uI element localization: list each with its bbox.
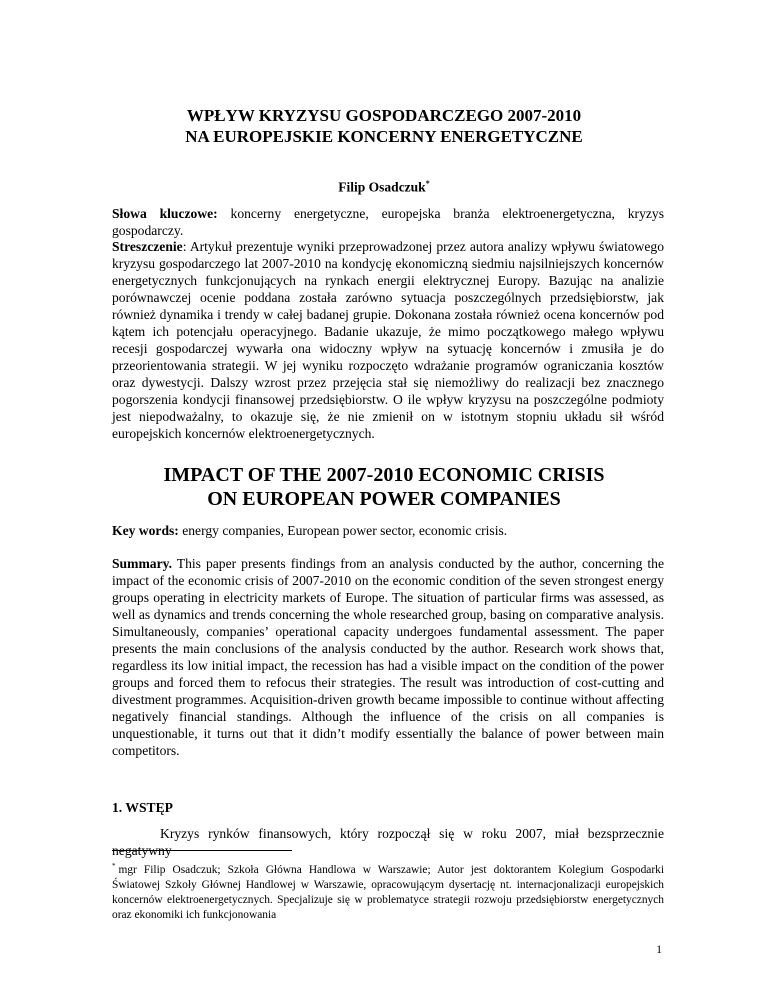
abstract-polish-label: Streszczenie: [112, 239, 183, 254]
intro-paragraph: Kryzys rynków finansowych, który rozpoczął się w roku 2007, miał bezsprzecznie negatywny: [112, 826, 664, 858]
keywords-english-text: energy companies, European power sector, economic crisis.: [178, 523, 508, 538]
title-polish-line1: WPŁYW KRYZYSU GOSPODARCZEGO 2007-2010: [186, 106, 582, 125]
title-english-line2: ON EUROPEAN POWER COMPANIES: [207, 488, 561, 510]
page-number: 1: [656, 944, 662, 956]
keywords-polish-label: Słowa kluczowe:: [112, 206, 218, 221]
abstract-polish-text: : Artykuł prezentuje wyniki przeprowadzonej przez autora analizy wpływu światowego kryzysu gospodarczego lat 2007-2010 na kondycję ekonomiczną siedmiu najsilniejszych koncernów energetycznych funkcjonujących na rynkach energii elektrycznej Europy. Bazując na analizie porównawczej ocenie poddana została zarówno sytuacja poszczególnych przedsiębiorstw, jak również dynamika i trendy w całej badanej grupie. Dokonana została również ocena koncernów pod kątem ich potencjału operacyjnego. Badanie ukazuje, że mimo początkowego małego wpływu recesji gospodarczej wywarła ona widoczny wpływ na sytuację koncernów i zmusiła je do przeorientowania strategii. W jej wyniku rozpoczęto wdrażanie programów ograniczania kosztów oraz dywestycji. Dalszy wzrost przez przejęcia stał się niemożliwy do realizacji bez znacznego pogorszenia kondycji finansowej przedsiębiorstw. O ile wpływ kryzysu na poszczególne podmioty jest niepodważalny, to okazuje się, że nie zmienił on w istotnym stopniu układu sił wśród europejskich koncernów elektroenergetycznych.: [112, 239, 664, 441]
keywords-polish: [112, 205, 664, 239]
keywords-polish-text: koncerny energetyczne, europejska branża elektroenergetyczna, kryzys gospodarczy.: [112, 206, 664, 238]
keywords-english-label: Key words:: [112, 523, 179, 538]
footnote-divider: [112, 850, 292, 851]
abstract-english-text: This paper presents findings from an analysis conducted by the author, concerning the impact of the economic crisis of 2007-2010 on the economic condition of the seven strongest energy groups operating in electricity markets of Europe. The situation of particular firms was assessed, as well as dynamics and trends concerning the whole researched group, basing on comparative analysis. Simultaneously, companies’ operational capacity undergoes fundamental assessment. The paper presents the main conclusions of the analysis conducted by the author. Research work shows that, regardless its low initial impact, the recession has had a visible impact on the condition of the power groups and forced them to refocus their strategies. The result was introduction of cost-cutting and divestment programmes. Acquisition-driven growth became impossible to continue without affecting negatively financial standings. Although the influence of the crisis on all companies is unquestionable, it turns out that it didn’t modify essentially the balance of power between main competitors.: [112, 556, 664, 758]
author-name: Filip Osadczuk: [338, 179, 426, 195]
abstract-polish: [112, 238, 664, 442]
title-english: [60, 463, 708, 511]
title-english-line1: IMPACT OF THE 2007-2010 ECONOMIC CRISIS: [163, 464, 605, 486]
section-heading: 1. WSTĘP: [112, 800, 173, 815]
footnote-mark: *: [112, 862, 116, 870]
footnote-text: mgr Filip Osadczuk; Szkoła Główna Handlowa w Warszawie; Autor jest doktorantem Kolegium Gospodarki Światowej Szkoły Głównej Handlowej w Warszawie, opracowującym dysertację nt. internacjonalizacji europejskich koncernów elektroenergetycznych. Specjalizuje się w problematyce strategii rozwoju przedsiębiorstw energetycznych oraz ekonomiki ich funkcjonowania: [112, 863, 664, 921]
abstract-english: [112, 555, 664, 759]
footnote: [112, 859, 664, 923]
keywords-english: [112, 522, 664, 539]
author-footnote-mark: *: [425, 179, 430, 188]
abstract-english-label: Summary.: [112, 556, 173, 571]
title-polish-line2: NA EUROPEJSKIE KONCERNY ENERGETYCZNE: [185, 127, 583, 146]
title-polish: [60, 105, 708, 147]
author: [60, 179, 708, 196]
